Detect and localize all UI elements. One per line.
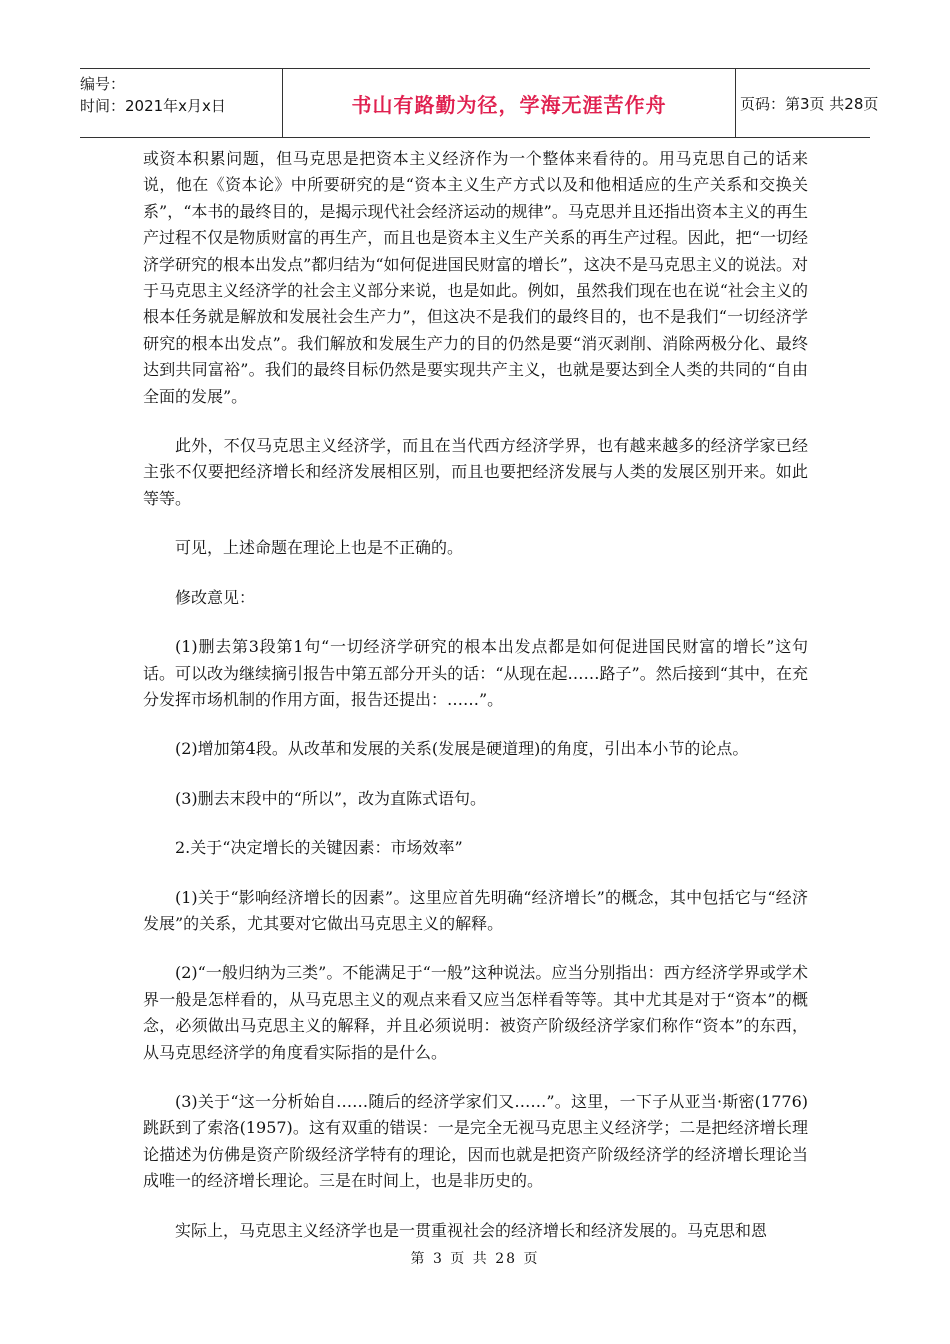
paragraph: (3)关于“这一分析始自……随后的经济学家们又……”。这里，一下子从亚当·斯密(1776)跳跃到了索洛(1957)。这有双重的错误：一是完全无视马克思主义经济学；二是把经济增长理论描述为仿佛是资产阶级经济学特有的理论，因而也就是把资产阶级经济学的经济增长理论当成唯一的经济增长理论。三是在时间上，也是非历史的。 <box>143 1091 808 1191</box>
paragraph: (1)删去第3段第1句“一切经济学研究的根本出发点都是如何促进国民财富的增长”这句话。可以改为继续摘引报告中第五部分开头的话：“从现在起……路子”。然后接到“其中，在充分发挥市场机制的作用方面，报告还提出：……”。 <box>143 637 808 709</box>
paragraph: (3)删去末段中的“所以”，改为直陈式语句。 <box>175 788 487 808</box>
header-page-info <box>740 69 879 137</box>
paragraph: 修改意见： <box>175 587 256 607</box>
page-footer: 第 3 页 共 28 页 <box>410 1251 540 1267</box>
document-date-label: 时间：2021年x月x日 <box>80 97 226 115</box>
header-page-label: 页码：第3页 共28页 <box>740 94 879 113</box>
header-motto: 书山有路勤为径，学海无涯苦作舟 <box>351 92 667 117</box>
paragraph: (1)关于“影响经济增长的因素”。这里应首先明确“经济增长”的概念，其中包括它与“经济发展”的关系，尤其要对它做出马克思主义的解释。 <box>143 887 808 933</box>
paragraph: 实际上，马克思主义经济学也是一贯重视社会的经济增长和经济发展的。马克思和恩 <box>175 1220 768 1240</box>
document-body <box>143 146 808 1267</box>
header-motto-cell <box>282 69 736 137</box>
header-meta <box>80 69 282 141</box>
paragraph: 或资本积累问题，但马克思是把资本主义经济作为一个整体来看待的。用马克思自己的话来说，他在《资本论》中所要研究的是“资本主义生产方式以及和他相适应的生产关系和交换关系”，“本书的最终目的，是揭示现代社会经济运动的规律”。马克思并且还指出资本主义的再生产过程不仅是物质财富的再生产，而且也是资本主义生产关系的再生产过程。因此，把“一切经济学研究的根本出发点”都归结为“如何促进国民财富的增长”，这决不是马克思主义的说法。对于马克思主义经济学的社会主义部分来说，也是如此。例如，虽然我们现在也在说“社会主义的根本任务就是解放和发展社会生产力”，但这决不是我们的最终目的，也不是我们“一切经济学研究的根本出发点”。我们解放和发展生产力的目的仍然是要“消灭剥削、消除两极分化、最终达到共同富裕”。我们的最终目标仍然是要实现共产主义，也就是要达到全人类的共同的“自由全面的发展”。 <box>143 149 808 406</box>
paragraph: 可见，上述命题在理论上也是不正确的。 <box>175 538 464 558</box>
page-header <box>80 68 879 138</box>
paragraph: (2)增加第4段。从改革和发展的关系(发展是硬道理)的角度，引出本小节的论点。 <box>175 739 749 759</box>
paragraph: (2)“一般归纳为三类”。不能满足于“一般”这种说法。应当分别指出：西方经济学界或学术界一般是怎样看的，从马克思主义的观点来看又应当怎样看等等。其中尤其是对于“资本”的概念，必须做出马克思主义的解释，并且必须说明：被资产阶级经济学家们称作“资本”的东西，从马克思经济学的角度看实际指的是什么。 <box>143 963 808 1062</box>
section-heading: 2.关于“决定增长的关键因素：市场效率” <box>175 838 463 858</box>
document-number-label: 编号： <box>80 75 126 93</box>
paragraph: 此外，不仅马克思主义经济学，而且在当代西方经济学界，也有越来越多的经济学家已经主张不仅要把经济增长和经济发展相区别，而且也要把经济发展与人类的发展区别开来。如此等等。 <box>143 436 808 508</box>
